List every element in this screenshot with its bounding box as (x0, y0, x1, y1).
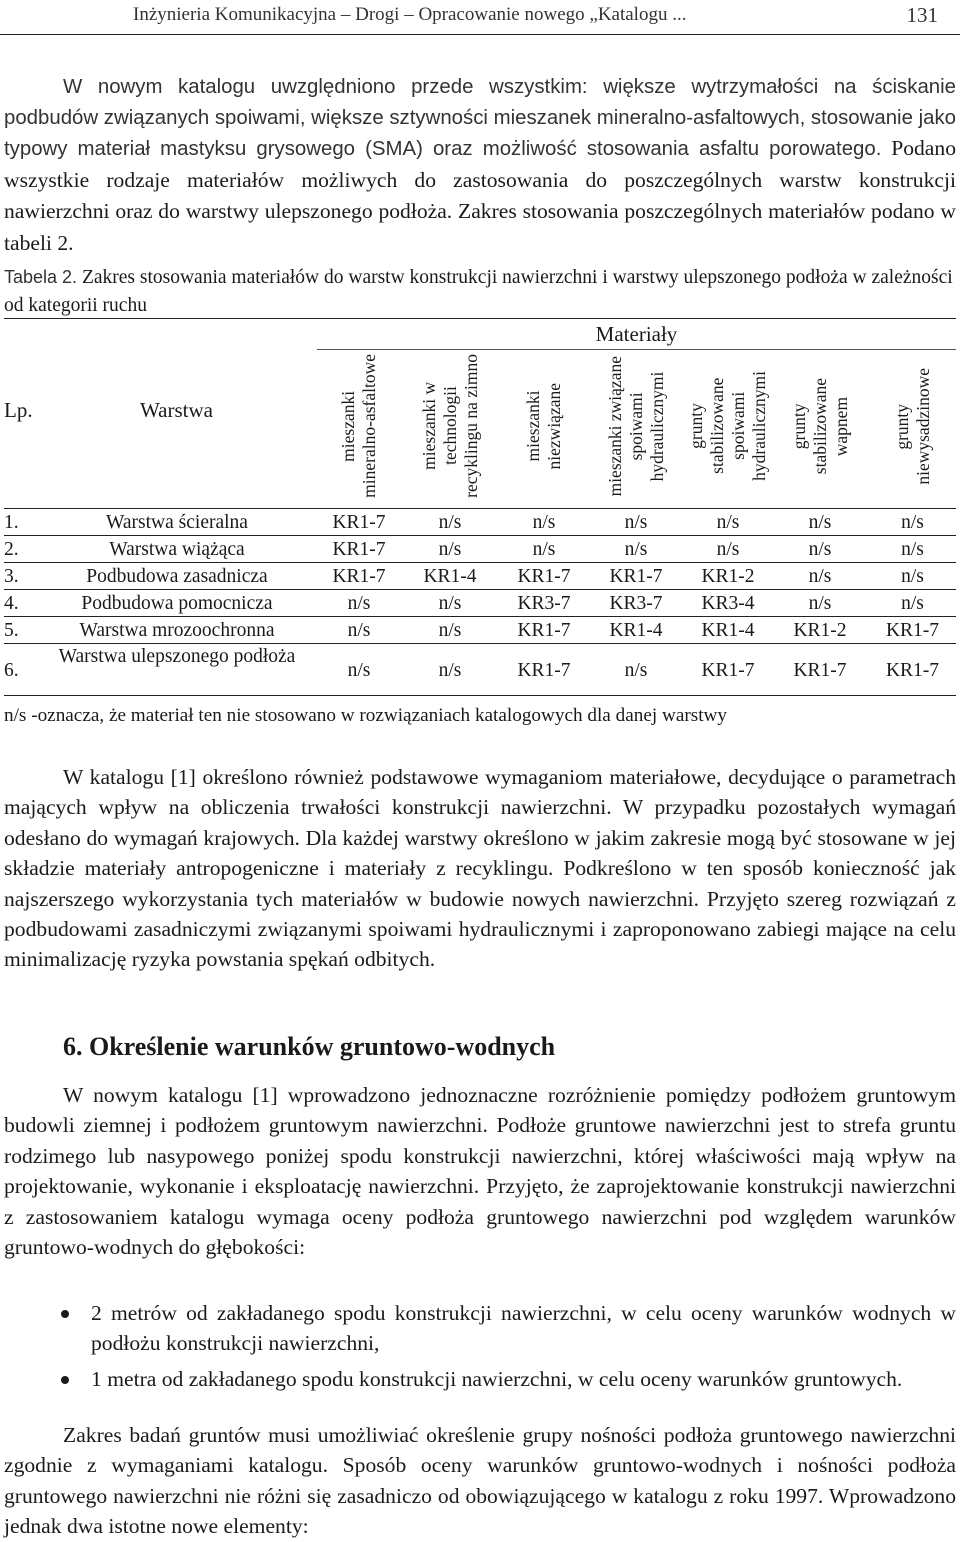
column-header (408, 351, 492, 501)
table-cell: n/s (808, 512, 832, 533)
layer-name: Warstwa ścieralna (106, 512, 248, 533)
table-cell: KR1-7 (609, 566, 663, 587)
column-header-text: grunty niewysadzinowe (891, 367, 933, 485)
row-number: 1. (4, 512, 19, 533)
table-cell: n/s (901, 512, 924, 533)
table-cell: KR1-7 (701, 660, 755, 681)
table-cell: n/s (438, 660, 462, 681)
row-number: 2. (4, 539, 19, 560)
table-cell: KR1-7 (793, 660, 847, 681)
materials-subheader-rule (317, 349, 956, 350)
table-cell: KR1-4 (423, 566, 477, 587)
column-header-text: grunty stabilizowane spoiwami hydraulicznymi (686, 371, 769, 481)
row-number: 6. (4, 660, 19, 681)
list-item (4, 1364, 956, 1394)
table-cell: n/s (532, 512, 556, 533)
table-cell: n/s (347, 660, 371, 681)
bullet-list (4, 1298, 956, 1399)
column-header (685, 351, 771, 501)
table-cell: n/s (901, 593, 924, 614)
table-cell: KR1-2 (701, 566, 755, 587)
table-bottom-rule (4, 695, 956, 696)
layer-name: Podbudowa zasadnicza (86, 566, 268, 587)
row-number: 5. (4, 620, 19, 641)
table-caption (4, 263, 954, 320)
row-number: 4. (4, 593, 19, 614)
intro-sans-text: W nowym katalogu uwzględniono przede wszystkim: większe wytrzymałości na ściskanie podbudów związanych spoiwami, większe sztywności mieszanek mineralno-asfaltowych, stosowanie jako typowy materiał mastyksu grysowego (SMA) oraz możliwość stosowania asfaltu porowatego. (4, 76, 956, 161)
column-header-text: grunty stabilizowane wapnem (788, 377, 851, 475)
column-header (869, 351, 956, 501)
table-row (4, 563, 956, 590)
table-cell: n/s (624, 539, 648, 560)
page-header (0, 0, 960, 35)
table-row (4, 617, 956, 644)
table-cell: KR1-7 (517, 566, 571, 587)
table-cell: KR3-7 (517, 593, 571, 614)
table-cell: KR1-7 (885, 660, 940, 681)
table-cell: KR1-7 (885, 620, 940, 641)
table-caption-text: Zakres stosowania materiałów do warstw konstrukcji nawierzchni i warstwy ulepszonego podłoża w zależności od kategorii ruchu (4, 267, 953, 316)
table-footnote: n/s -oznacza, że materiał ten nie stosowano w rozwiązaniach katalogowych dla danej warstwy (4, 705, 727, 726)
table-caption-label: Tabela 2. (4, 267, 78, 287)
table-cell: KR1-7 (332, 566, 386, 587)
table-cell: n/s (438, 512, 462, 533)
page-number: 131 (906, 3, 938, 27)
row-number: 3. (4, 566, 19, 587)
table-row (4, 644, 956, 696)
table-cell: KR1-7 (517, 620, 571, 641)
table-cell: n/s (808, 566, 832, 587)
bullet-dot-icon (61, 1376, 69, 1384)
list-item (4, 1298, 956, 1359)
table-cell: KR1-7 (332, 512, 386, 533)
running-title: Inżynieria Komunikacyjna – Drogi – Opracowanie nowego „Katalogu ... (133, 4, 687, 25)
table-cell: KR1-2 (793, 620, 847, 641)
table-top-rule (4, 318, 956, 319)
materials-header: Materiały (595, 322, 678, 346)
table-cell: n/s (901, 566, 924, 587)
lp-header: Lp. (4, 398, 33, 422)
layer-name: Warstwa ulepszonego podłoża (58, 646, 296, 667)
table-cell: KR3-4 (701, 593, 755, 614)
column-header (317, 351, 401, 501)
table-cell: n/s (438, 539, 462, 560)
table-cell: n/s (808, 593, 832, 614)
table-cell: KR1-4 (609, 620, 663, 641)
layer-name: Podbudowa pomocnicza (81, 593, 273, 614)
table-cell: n/s (438, 620, 462, 641)
column-header-text: mieszanki związane spoiwami hydraulicznymi (604, 355, 667, 497)
layer-header: Warstwa (140, 398, 213, 422)
table-row (4, 590, 956, 617)
table-cell: n/s (532, 539, 556, 560)
materials-table (4, 318, 956, 696)
table-cell: KR3-7 (609, 593, 663, 614)
bullet-dot-icon (61, 1310, 69, 1318)
table-cell: KR1-7 (517, 660, 571, 681)
table-cell: KR1-7 (332, 539, 386, 560)
section-heading: 6. Określenie warunków gruntowo-wodnych (63, 1032, 556, 1061)
table-cell: n/s (347, 593, 371, 614)
intro-paragraph (4, 72, 956, 260)
table-cell: n/s (624, 660, 648, 681)
table-cell: n/s (716, 512, 740, 533)
column-header (777, 351, 863, 501)
body-paragraph: W nowym katalogu [1] wprowadzono jednoznaczne rozróżnienie pomiędzy podłożem gruntowym budowli ziemnej i podłożem gruntowym nawierzchni. Podłoże gruntowe nawierzchni jest to strefa gruntu rodzimego lub nasypowego poniżej spodu konstrukcji nawierzchni, której właściwości mają wpływ na projektowanie, wykonanie i eksploatację nawierzchni. Przyjęto, że zaprojektowanie konstrukcji nawierzchni z zastosowaniem katalogu wymaga oceny podłoża gruntowego nawierzchni pod względem warunków gruntowo-wodnych do głębokości: (4, 1083, 956, 1260)
intro-serif-text: Podano wszystkie rodzaje materiałów możliwych do zastosowania do poszczególnych warstw konstrukcji nawierzchni oraz do warstwy ulepszonego podłoża. Zakres stosowania poszczególnych materiałów podano w tabeli 2. (4, 136, 956, 255)
table-cell: n/s (438, 593, 462, 614)
table-cell: n/s (901, 539, 924, 560)
table-cell: n/s (716, 539, 740, 560)
column-header (593, 351, 679, 501)
list-item-text: 1 metra od zakładanego spodu konstrukcji nawierzchni, w celu oceny warunków gruntowych. (91, 1366, 903, 1391)
table-cell: n/s (347, 620, 371, 641)
table-cell: KR1-4 (701, 620, 755, 641)
column-header-text: mieszanki niezwiązane (523, 382, 564, 470)
table-row (4, 509, 956, 536)
body-paragraph: Zakres badań gruntów musi umożliwiać określenie grupy nośności podłoża gruntowego nawierzchni zgodnie z wymaganiami katalogu. Sposób oceny warunków gruntowo-wodnych i nośności podłoża gruntowego nawierzchni nie różni się zasadniczo od obowiązującego w katalogu z roku 1997. Wprowadzono jednak dwa istotne nowe elementy: (4, 1423, 956, 1539)
column-header-text: mieszanki mineralno-asfaltowe (338, 354, 379, 498)
table-row (4, 536, 956, 563)
table-cell: n/s (624, 512, 648, 533)
layer-name: Warstwa wiążąca (109, 539, 245, 560)
table-cell: n/s (808, 539, 832, 560)
layer-name: Warstwa mrozoochronna (79, 620, 275, 641)
column-header (501, 351, 587, 501)
body-paragraph: W katalogu [1] określono również podstawowe wymaganiom materiałowe, decydujące o parametrach mających wpływ na obliczenia trwałości konstrukcji nawierzchni. W przypadku pozostałych wymagań odesłano do wymagań krajowych. Dla każdej warstwy określono w jakim zakresie mogą być stosowane w jej składzie materiały antropogeniczne i materiały z recyklingu. Podkreślono w ten sposób konieczność jak najszerszego wykorzystania tych materiałów w budowie nowych nawierzchni. Przyjęto szereg rozwiązań z podbudowami zasadniczymi związanymi spoiwami hydraulicznymi i zaproponowano zabiegi mające na celu minimalizację ryzyka powstania spękań odbitych. (4, 765, 956, 972)
column-header-text: mieszanki w technologii recyklingu na zimno (418, 354, 481, 498)
list-item-text: 2 metrów od zakładanego spodu konstrukcji nawierzchni, w celu oceny warunków wodnych w podłożu konstrukcji nawierzchni, (91, 1301, 956, 1356)
